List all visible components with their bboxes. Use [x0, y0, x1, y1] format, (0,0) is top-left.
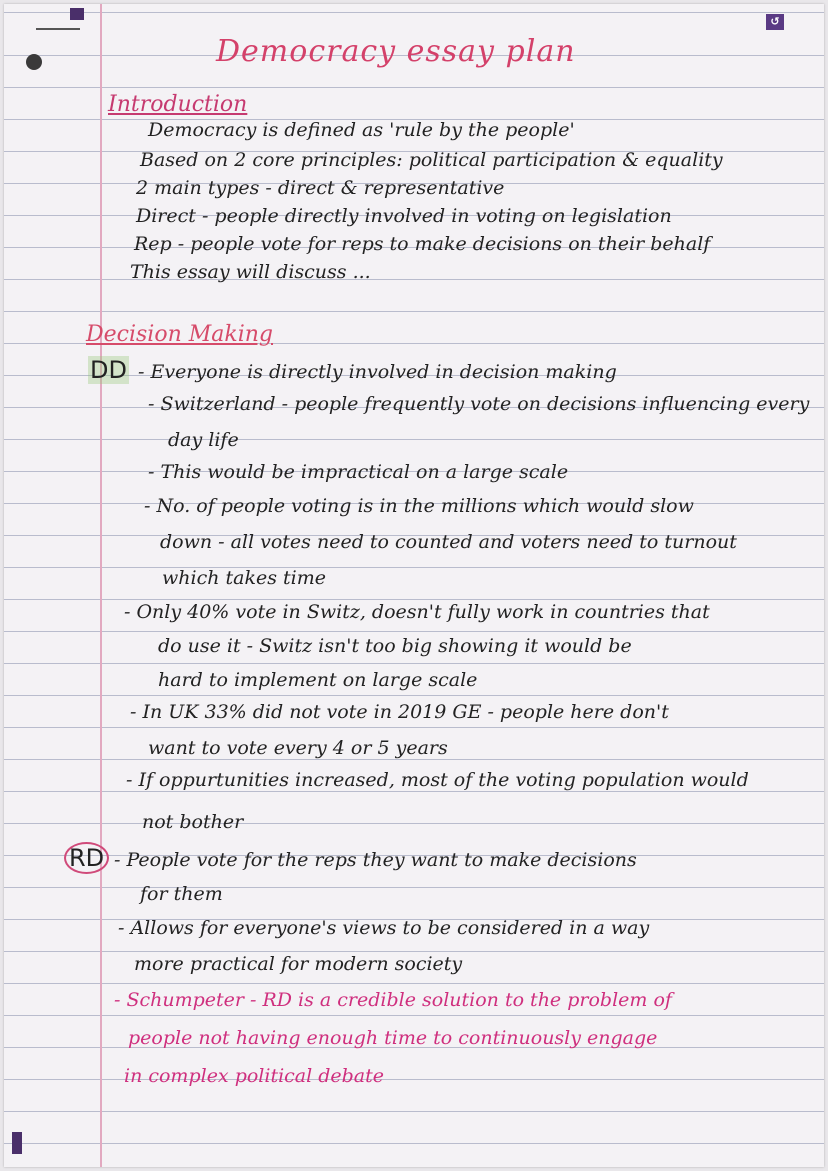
intro-line: Based on 2 core principles: political participation & equality	[140, 149, 723, 171]
dd-line: do use it - Switz isn't too big showing it would be	[158, 635, 632, 657]
pencil-mark	[36, 28, 80, 30]
rd-line: more practical for modern society	[134, 953, 463, 975]
dd-line: - Switzerland - people frequently vote on decisions influencing every	[148, 393, 810, 415]
section-heading-decision-making: Decision Making	[86, 322, 274, 347]
dd-line: - If oppurtunities increased, most of the voting population would	[126, 769, 749, 791]
dd-line: want to vote every 4 or 5 years	[148, 737, 448, 759]
intro-line: Direct - people directly involved in voting on legislation	[136, 205, 672, 227]
dd-line: - No. of people voting is in the millions which would slow	[144, 495, 694, 517]
dd-line: - Only 40% vote in Switz, doesn't fully work in countries that	[124, 601, 710, 623]
dd-line: - This would be impractical on a large scale	[148, 461, 569, 483]
intro-line: This essay will discuss ...	[130, 261, 371, 283]
punch-hole	[26, 54, 42, 70]
intro-line: Democracy is defined as 'rule by the people'	[148, 119, 575, 141]
page-tab-top-right: ↺	[766, 14, 784, 30]
dd-line: not bother	[142, 811, 244, 833]
tag-direct-democracy: DD	[90, 356, 127, 384]
rd-line: for them	[140, 883, 223, 905]
rd-line: - Allows for everyone's views to be considered in a way	[118, 917, 650, 939]
page-tab-top-left	[70, 8, 84, 20]
tag-representative-democracy: RD	[64, 844, 109, 872]
rd-key-point-line: in complex political debate	[124, 1065, 385, 1087]
dd-line: day life	[168, 429, 239, 451]
dd-line: which takes time	[162, 567, 326, 589]
dd-line: hard to implement on large scale	[158, 669, 478, 691]
intro-line: 2 main types - direct & representative	[136, 177, 505, 199]
dd-line: down - all votes need to counted and voters need to turnout	[160, 531, 737, 553]
rd-key-point-line: - Schumpeter - RD is a credible solution to the problem of	[114, 989, 672, 1011]
section-heading-introduction: Introduction	[108, 92, 248, 117]
rd-line: - People vote for the reps they want to make decisions	[114, 849, 637, 871]
dd-line: - Everyone is directly involved in decision making	[138, 361, 617, 383]
page-tab-bottom-left	[12, 1132, 22, 1154]
rd-key-point-line: people not having enough time to continuously engage	[128, 1027, 658, 1049]
notebook-page	[4, 4, 824, 1167]
dd-line: - In UK 33% did not vote in 2019 GE - people here don't	[130, 701, 669, 723]
page-title: Democracy essay plan	[216, 34, 576, 69]
intro-line: Rep - people vote for reps to make decisions on their behalf	[134, 233, 711, 255]
